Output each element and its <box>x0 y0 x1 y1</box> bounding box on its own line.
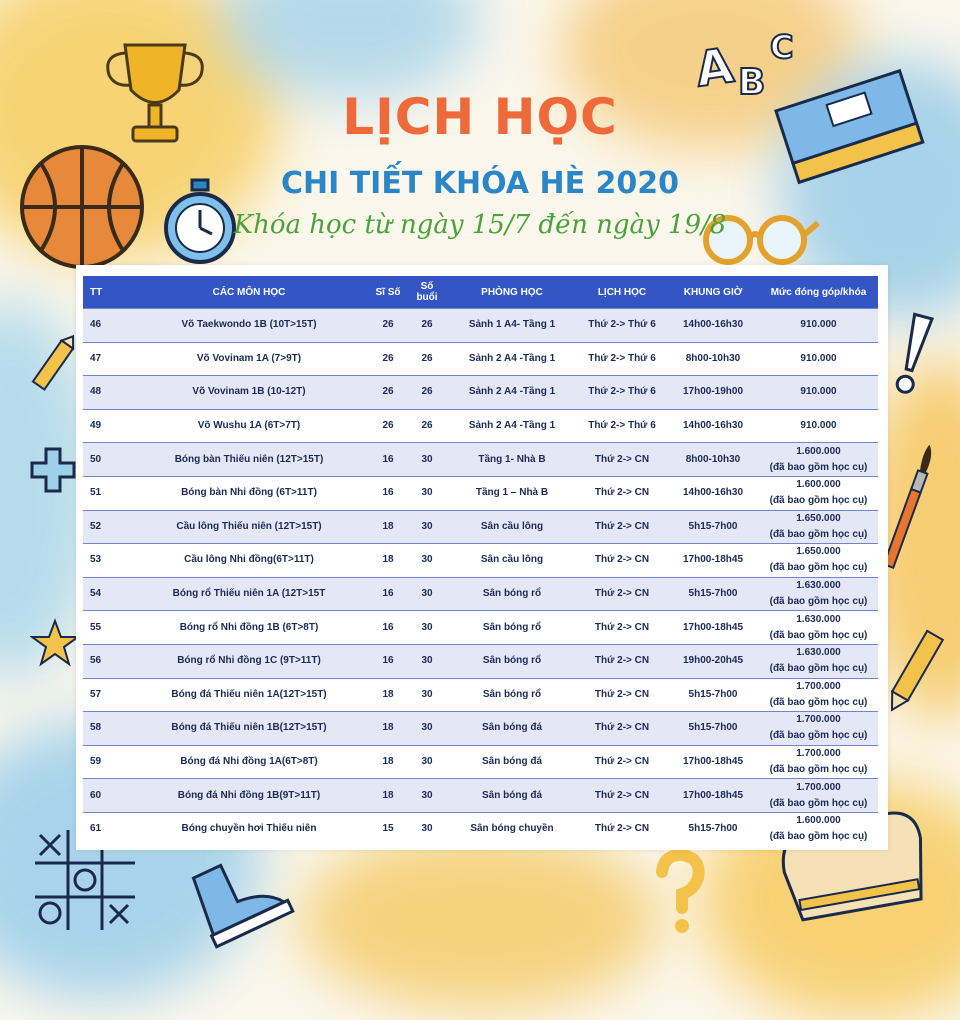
fee-amount: 1.600.000 <box>796 815 841 827</box>
cell-subject: Bóng bàn Thiếu niên (12T>15T) <box>129 443 369 477</box>
cell-sessions: 30 <box>407 510 447 544</box>
cell-tt: 60 <box>83 779 129 813</box>
fee-amount: 1.600.000 <box>796 479 841 491</box>
cell-schedule: Thứ 2-> CN <box>577 678 667 712</box>
cell-schedule: Thứ 2-> Thứ 6 <box>577 342 667 376</box>
cell-fee <box>759 779 878 813</box>
cell-subject: Bóng rổ Nhi đồng 1C (9T>11T) <box>129 644 369 678</box>
fee-amount: 1.650.000 <box>796 512 841 524</box>
fee-note: (đã bao gồm học cụ) <box>769 730 868 742</box>
cell-time: 19h00-20h45 <box>667 644 759 678</box>
cell-schedule: Thứ 2-> CN <box>577 779 667 813</box>
cell-schedule: Thứ 2-> CN <box>577 443 667 477</box>
cell-fee <box>759 644 878 678</box>
cell-tt: 53 <box>83 544 129 578</box>
cell-size: 16 <box>369 577 407 611</box>
exclamation-icon <box>882 310 942 400</box>
cell-size: 16 <box>369 443 407 477</box>
cell-size: 26 <box>369 409 407 443</box>
cell-time: 17h00-18h45 <box>667 611 759 645</box>
table-row <box>83 443 878 477</box>
letter-b: B <box>738 62 766 103</box>
cell-sessions: 30 <box>407 544 447 578</box>
cell-room: Sân bóng đá <box>447 745 577 779</box>
col-header-tt: TT <box>83 276 129 309</box>
cell-room: Sân bóng rổ <box>447 611 577 645</box>
cell-time: 14h00-16h30 <box>667 476 759 510</box>
cell-subject: Võ Vovinam 1A (7>9T) <box>129 342 369 376</box>
cell-time: 14h00-16h30 <box>667 409 759 443</box>
cell-room: Sân bóng rổ <box>447 644 577 678</box>
cell-tt: 61 <box>83 812 129 845</box>
table-row <box>83 644 878 678</box>
cell-sessions: 30 <box>407 745 447 779</box>
cell-schedule: Thứ 2-> Thứ 6 <box>577 309 667 343</box>
cell-schedule: Thứ 2-> CN <box>577 611 667 645</box>
cell-subject: Bóng rổ Nhi đồng 1B (6T>8T) <box>129 611 369 645</box>
cell-subject: Bóng chuyền hơi Thiếu niên <box>129 812 369 845</box>
cell-size: 18 <box>369 678 407 712</box>
cell-time: 17h00-19h00 <box>667 376 759 410</box>
cell-schedule: Thứ 2-> CN <box>577 577 667 611</box>
fee-amount: 910.000 <box>800 386 837 398</box>
fee-amount: 910.000 <box>800 420 837 432</box>
fee-amount: 910.000 <box>800 319 837 331</box>
cell-sessions: 26 <box>407 309 447 343</box>
question-mark-icon <box>650 850 710 940</box>
cell-schedule: Thứ 2-> CN <box>577 812 667 845</box>
fee-note: (đã bao gồm học cụ) <box>769 629 868 641</box>
table-row <box>83 309 878 343</box>
cell-room: Sảnh 2 A4 -Tầng 1 <box>447 409 577 443</box>
table-header-row <box>83 276 878 309</box>
cell-tt: 54 <box>83 577 129 611</box>
cell-fee <box>759 678 878 712</box>
pencil-icon <box>880 620 950 720</box>
cell-fee <box>759 745 878 779</box>
letter-a: A <box>692 37 737 99</box>
cell-time: 17h00-18h45 <box>667 745 759 779</box>
cell-fee <box>759 544 878 578</box>
cell-schedule: Thứ 2-> CN <box>577 745 667 779</box>
table-row <box>83 712 878 746</box>
table-row <box>83 342 878 376</box>
cell-sessions: 26 <box>407 342 447 376</box>
fee-note: (đã bao gồm học cụ) <box>769 596 868 608</box>
fee-amount: 910.000 <box>800 352 837 364</box>
cell-schedule: Thứ 2-> Thứ 6 <box>577 409 667 443</box>
col-header-time: KHUNG GIỜ <box>667 276 759 309</box>
cell-schedule: Thứ 2-> CN <box>577 476 667 510</box>
cell-size: 16 <box>369 476 407 510</box>
cell-size: 16 <box>369 611 407 645</box>
cell-subject: Bóng đá Nhi đồng 1A(6T>8T) <box>129 745 369 779</box>
schedule-table <box>83 276 878 846</box>
col-header-fee: Mức đóng góp/khóa <box>759 276 878 309</box>
cell-tt: 55 <box>83 611 129 645</box>
fee-note: (đã bao gồm học cụ) <box>769 562 868 574</box>
cell-schedule: Thứ 2-> CN <box>577 544 667 578</box>
fee-amount: 1.700.000 <box>796 781 841 793</box>
cell-room: Sảnh 2 A4 -Tầng 1 <box>447 342 577 376</box>
cell-time: 5h15-7h00 <box>667 577 759 611</box>
cell-schedule: Thứ 2-> CN <box>577 644 667 678</box>
cell-subject: Võ Vovinam 1B (10-12T) <box>129 376 369 410</box>
cell-schedule: Thứ 2-> Thứ 6 <box>577 376 667 410</box>
cell-sessions: 30 <box>407 443 447 477</box>
course-date-range: Khóa học từ ngày 15/7 đến ngày 19/8 <box>233 210 727 240</box>
cell-room: Tầng 1- Nhà B <box>447 443 577 477</box>
cell-subject: Cầu lông Nhi đồng(6T>11T) <box>129 544 369 578</box>
cell-time: 17h00-18h45 <box>667 544 759 578</box>
cell-subject: Bóng đá Thiếu niên 1A(12T>15T) <box>129 678 369 712</box>
cell-schedule: Thứ 2-> CN <box>577 712 667 746</box>
cell-fee <box>759 510 878 544</box>
cell-time: 5h15-7h00 <box>667 812 759 845</box>
cell-size: 18 <box>369 712 407 746</box>
cell-size: 18 <box>369 779 407 813</box>
cell-room: Sân cầu lông <box>447 544 577 578</box>
cell-sessions: 30 <box>407 476 447 510</box>
fee-amount: 1.700.000 <box>796 680 841 692</box>
cell-sessions: 30 <box>407 678 447 712</box>
table-row <box>83 611 878 645</box>
cell-room: Sảnh 1 A4- Tầng 1 <box>447 309 577 343</box>
fee-note: (đã bao gồm học cụ) <box>769 663 868 675</box>
cell-fee <box>759 712 878 746</box>
cell-tt: 57 <box>83 678 129 712</box>
cell-room: Sân bóng đá <box>447 779 577 813</box>
fee-note: (đã bao gồm học cụ) <box>769 528 868 540</box>
cell-subject: Võ Taekwondo 1B (10T>15T) <box>129 309 369 343</box>
cell-subject: Bóng đá Thiếu niên 1B(12T>15T) <box>129 712 369 746</box>
cell-tt: 51 <box>83 476 129 510</box>
cell-size: 26 <box>369 376 407 410</box>
cell-size: 26 <box>369 309 407 343</box>
star-icon <box>30 618 80 668</box>
cell-sessions: 30 <box>407 812 447 845</box>
cell-fee <box>759 812 878 845</box>
cell-room: Sân cầu lông <box>447 510 577 544</box>
cell-fee <box>759 376 878 410</box>
cell-time: 5h15-7h00 <box>667 678 759 712</box>
fee-note: (đã bao gồm học cụ) <box>769 831 868 843</box>
plus-icon <box>28 445 78 495</box>
cell-sessions: 30 <box>407 611 447 645</box>
table-row <box>83 376 878 410</box>
page-subtitle: CHI TIẾT KHÓA HÈ 2020 <box>280 166 679 201</box>
col-header-schedule: LỊCH HỌC <box>577 276 667 309</box>
table-row <box>83 745 878 779</box>
cell-room: Tầng 1 – Nhà B <box>447 476 577 510</box>
sneaker-icon <box>185 840 295 950</box>
paintbrush-icon <box>880 440 940 580</box>
col-header-room: PHÒNG HỌC <box>447 276 577 309</box>
cell-tt: 58 <box>83 712 129 746</box>
cell-sessions: 30 <box>407 779 447 813</box>
cell-subject: Bóng bàn Nhi đồng (6T>11T) <box>129 476 369 510</box>
table-row <box>83 510 878 544</box>
cell-room: Sân bóng đá <box>447 712 577 746</box>
cell-fee <box>759 577 878 611</box>
cell-time: 5h15-7h00 <box>667 510 759 544</box>
table-row <box>83 779 878 813</box>
table-row <box>83 409 878 443</box>
cell-subject: Bóng rổ Thiếu niên 1A (12T>15T <box>129 577 369 611</box>
cell-time: 5h15-7h00 <box>667 712 759 746</box>
cell-size: 18 <box>369 544 407 578</box>
cell-fee <box>759 611 878 645</box>
cell-size: 26 <box>369 342 407 376</box>
letter-c: C <box>770 28 794 66</box>
cell-sessions: 30 <box>407 577 447 611</box>
cell-tt: 59 <box>83 745 129 779</box>
col-header-size: Sĩ Số <box>369 276 407 309</box>
fee-note: (đã bao gồm học cụ) <box>769 797 868 809</box>
cell-tt: 47 <box>83 342 129 376</box>
page-title: LỊCH HỌC <box>342 88 618 146</box>
table-row <box>83 812 878 845</box>
table-row <box>83 476 878 510</box>
cell-subject: Võ Wushu 1A (6T>7T) <box>129 409 369 443</box>
cell-tt: 48 <box>83 376 129 410</box>
cell-tt: 46 <box>83 309 129 343</box>
cell-size: 18 <box>369 510 407 544</box>
cell-size: 16 <box>369 644 407 678</box>
cell-tt: 50 <box>83 443 129 477</box>
cell-subject: Bóng đá Nhi đồng 1B(9T>11T) <box>129 779 369 813</box>
fee-amount: 1.700.000 <box>796 714 841 726</box>
fee-amount: 1.630.000 <box>796 580 841 592</box>
col-header-sessions: Số buổi <box>407 276 447 309</box>
fee-amount: 1.700.000 <box>796 748 841 760</box>
cell-fee <box>759 409 878 443</box>
cell-size: 18 <box>369 745 407 779</box>
cell-fee <box>759 342 878 376</box>
pencil-icon <box>28 330 78 400</box>
cell-fee <box>759 476 878 510</box>
cell-room: Sân bóng chuyền <box>447 812 577 845</box>
fee-note: (đã bao gồm học cụ) <box>769 696 868 708</box>
basketball-icon <box>15 140 150 275</box>
fee-note: (đã bao gồm học cụ) <box>769 461 868 473</box>
cell-room: Sân bóng rổ <box>447 577 577 611</box>
table-row <box>83 544 878 578</box>
fee-amount: 1.600.000 <box>796 445 841 457</box>
cell-fee <box>759 443 878 477</box>
fee-note: (đã bao gồm học cụ) <box>769 495 868 507</box>
cell-room: Sân bóng rổ <box>447 678 577 712</box>
cell-time: 8h00-10h30 <box>667 342 759 376</box>
cell-sessions: 30 <box>407 644 447 678</box>
fee-amount: 1.650.000 <box>796 546 841 558</box>
cell-tt: 52 <box>83 510 129 544</box>
cell-schedule: Thứ 2-> CN <box>577 510 667 544</box>
cell-room: Sảnh 2 A4 -Tầng 1 <box>447 376 577 410</box>
cell-sessions: 30 <box>407 712 447 746</box>
fee-amount: 1.630.000 <box>796 613 841 625</box>
table-row <box>83 577 878 611</box>
cell-time: 14h00-16h30 <box>667 309 759 343</box>
table-row <box>83 678 878 712</box>
cell-size: 15 <box>369 812 407 845</box>
col-header-subject: CÁC MÔN HỌC <box>129 276 369 309</box>
cell-subject: Cầu lông Thiếu niên (12T>15T) <box>129 510 369 544</box>
cell-time: 8h00-10h30 <box>667 443 759 477</box>
cell-tt: 56 <box>83 644 129 678</box>
cell-time: 17h00-18h45 <box>667 779 759 813</box>
cell-fee <box>759 309 878 343</box>
cell-sessions: 26 <box>407 376 447 410</box>
cell-sessions: 26 <box>407 409 447 443</box>
fee-amount: 1.630.000 <box>796 647 841 659</box>
fee-note: (đã bao gồm học cụ) <box>769 764 868 776</box>
cell-tt: 49 <box>83 409 129 443</box>
